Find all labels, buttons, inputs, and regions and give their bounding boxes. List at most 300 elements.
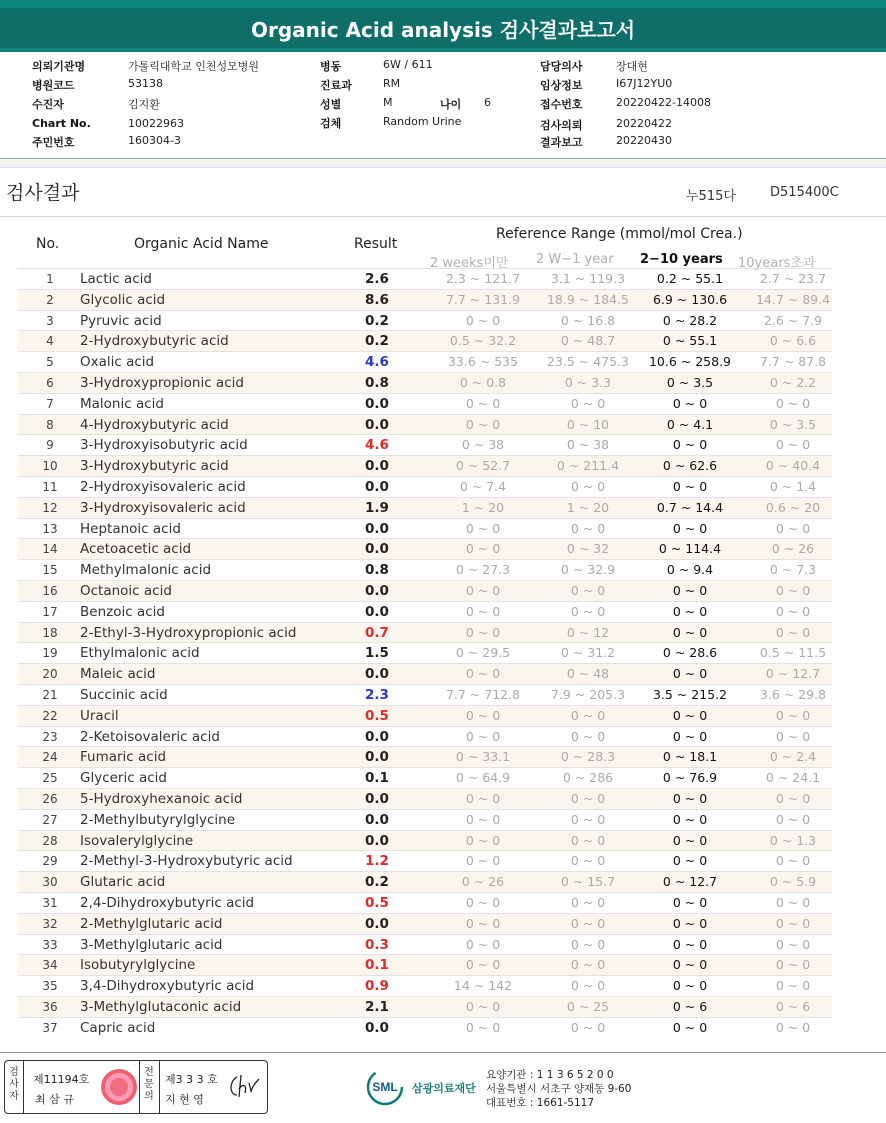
ref-range-10plus: 2.6 ~ 7.9 (763, 312, 823, 328)
table-row (18, 434, 832, 455)
info-label: 접수번호 (540, 98, 583, 111)
result-value: 0.5 (365, 894, 389, 911)
acid-name: 2-Ketoisovaleric acid (80, 728, 220, 745)
ref-range-2w1y: 0 ~ 0 (570, 957, 606, 973)
ref-range-2weeks: 0 ~ 0 (465, 853, 501, 869)
table-row (18, 996, 832, 1017)
row-number: 21 (42, 687, 58, 702)
row-number: 18 (42, 625, 58, 640)
ref-range-2to10: 0 ~ 0 (672, 894, 708, 910)
ref-range-2to10: 0 ~ 0 (672, 478, 708, 494)
ref-range-2w1y: 0 ~ 0 (570, 936, 606, 952)
acid-name: Uracil (80, 707, 119, 724)
ref-range-2to10: 0 ~ 4.1 (666, 416, 714, 432)
result-value: 4.6 (365, 437, 389, 454)
info-label: 주민번호 (32, 136, 75, 149)
report-title: Organic Acid analysis 검사결과보고서 (250, 17, 636, 42)
ref-range-2to10: 0 ~ 0 (672, 832, 708, 848)
ref-range-2w1y: 0 ~ 0 (570, 603, 606, 619)
ref-2w1y-header: 2 W−1 year (536, 252, 614, 267)
ref-range-2to10: 0 ~ 0 (672, 811, 708, 827)
info-label: 결과보고 (540, 136, 583, 149)
ref-range-2to10: 0 ~ 0 (672, 1019, 708, 1035)
ref-range-2to10: 0 ~ 6 (672, 998, 708, 1014)
ref-range-2to10: 0 ~ 0 (672, 666, 708, 682)
row-number: 36 (42, 999, 58, 1014)
table-row (18, 414, 832, 435)
ref-range-2w1y: 0 ~ 38 (566, 437, 610, 453)
ref-range-2w1y: 0 ~ 32 (566, 541, 610, 557)
info-label: Chart No. (32, 117, 91, 130)
ref-range-10plus: 14.7 ~ 89.4 (755, 291, 831, 307)
ref-range-2w1y: 23.5 ~ 475.3 (546, 354, 630, 370)
result-value: 0.3 (365, 936, 389, 953)
row-number: 27 (42, 812, 58, 827)
ref-range-10plus: 0.5 ~ 11.5 (759, 645, 827, 661)
ref-range-10plus: 0 ~ 0 (775, 790, 811, 806)
ref-range-2weeks: 7.7 ~ 131.9 (445, 291, 521, 307)
info-label: 수진자 (32, 98, 64, 111)
acid-name: 2-Ethyl-3-Hydroxypropionic acid (80, 624, 297, 641)
signature-box (4, 1060, 268, 1114)
ref-range-2weeks: 7.7 ~ 712.8 (445, 686, 521, 702)
table-row (18, 913, 832, 934)
ref-range-2to10: 0 ~ 76.9 (662, 770, 718, 786)
ref-range-2weeks: 0 ~ 0 (465, 603, 501, 619)
table-body (18, 268, 832, 1037)
acid-name: 3,4-Dihydroxybutyric acid (80, 978, 255, 995)
result-value: 0.8 (365, 562, 389, 579)
result-value: 0.0 (365, 520, 389, 537)
ref-range-2w1y: 0 ~ 10 (566, 416, 610, 432)
row-number: 24 (42, 750, 58, 765)
ref-range-10plus: 0 ~ 2.4 (769, 749, 817, 765)
age-label: 나이 (440, 98, 462, 111)
ref-range-2w1y: 3.1 ~ 119.3 (550, 271, 626, 286)
row-number: 17 (42, 604, 58, 619)
ref-range-2w1y: 0 ~ 0 (570, 1019, 606, 1035)
acid-name: Maleic acid (80, 666, 156, 683)
phone-line: 대표번호 : 1661-5117 (486, 1097, 595, 1109)
acid-name: Benzoic acid (80, 603, 165, 620)
report-code-1: 누515다 (686, 189, 736, 204)
info-value: 6W / 611 (383, 58, 433, 71)
row-number: 20 (42, 667, 58, 682)
section-divider (0, 158, 886, 168)
table-row (18, 497, 832, 518)
acid-name: 3-Hydroxyisovaleric acid (80, 499, 246, 516)
info-value: 가톨릭대학교 인천성모병원 (128, 60, 260, 73)
ref-range-2w1y: 0 ~ 0 (570, 790, 606, 806)
acid-name: Isovalerylglycine (80, 832, 194, 849)
result-value: 1.2 (365, 853, 389, 870)
result-value: 0.0 (365, 1019, 389, 1036)
ref-range-10plus: 0 ~ 0 (775, 520, 811, 536)
ref-range-2weeks: 0 ~ 0 (465, 936, 501, 952)
ref-range-2to10: 0 ~ 0 (672, 603, 708, 619)
acid-name: Heptanoic acid (80, 520, 181, 537)
ref-range-2weeks: 0 ~ 7.4 (459, 478, 507, 494)
ref-range-10plus: 0 ~ 0 (775, 624, 811, 640)
ref-range-10plus: 0 ~ 2.2 (769, 374, 817, 390)
ref-range-10plus: 0 ~ 24.1 (765, 770, 821, 786)
ref-2to10-header: 2−10 years (640, 252, 723, 267)
doctor-label: 전문의 (144, 1067, 154, 1102)
ref-range-10plus: 0 ~ 0 (775, 603, 811, 619)
tester-label: 검사자 (9, 1067, 19, 1102)
table-row (18, 351, 832, 372)
info-label: 검체 (320, 117, 342, 130)
result-value: 0.0 (365, 811, 389, 828)
ref-range-10plus: 0 ~ 5.9 (769, 874, 817, 890)
ref-range-2w1y: 0 ~ 0 (570, 478, 606, 494)
ref-range-2weeks: 0 ~ 0 (465, 666, 501, 682)
signature-mark (227, 1071, 263, 1101)
row-number: 26 (42, 791, 58, 806)
acid-name: Glyceric acid (80, 770, 167, 787)
ref-range-2weeks: 33.6 ~ 535 (447, 354, 519, 370)
logo-abbr: SML (372, 1080, 398, 1094)
acid-name: Succinic acid (80, 686, 168, 703)
ref-range-2w1y: 0 ~ 48.7 (560, 333, 616, 349)
ref-range-2weeks: 0 ~ 0 (465, 957, 501, 973)
result-value: 0.9 (365, 978, 389, 995)
seal-stamp (101, 1069, 137, 1105)
ref-range-2w1y: 0 ~ 0 (570, 978, 606, 994)
acid-name: Glycolic acid (80, 291, 166, 308)
info-label: 성별 (320, 98, 342, 111)
row-number: 5 (46, 355, 54, 370)
ref-range-10plus: 0 ~ 7.3 (769, 562, 817, 578)
results-heading: 검사결과 (6, 182, 80, 204)
ref-range-2to10: 0 ~ 0 (672, 728, 708, 744)
row-number: 10 (42, 459, 58, 474)
info-label: 병동 (320, 60, 342, 73)
result-value: 8.6 (365, 291, 389, 308)
result-value: 2.1 (365, 998, 389, 1015)
ref-range-2weeks: 0 ~ 0 (465, 520, 501, 536)
ref-range-2to10: 0 ~ 28.6 (662, 645, 718, 661)
ref-range-2to10: 0 ~ 9.4 (666, 562, 714, 578)
ref-range-2weeks: 0 ~ 38 (461, 437, 505, 453)
ref-range-2w1y: 0 ~ 32.9 (560, 562, 616, 578)
row-number: 1 (46, 272, 54, 286)
ref-range-2weeks: 1 ~ 20 (461, 499, 505, 515)
row-number: 16 (42, 583, 58, 598)
result-value: 0.2 (365, 333, 389, 350)
ref-range-2w1y: 0 ~ 211.4 (556, 458, 620, 474)
doctor-license: 제3 3 3 호 (165, 1073, 218, 1086)
tester-license: 제11194호 (33, 1073, 90, 1086)
result-value: 0.0 (365, 790, 389, 807)
result-value: 1.5 (365, 645, 389, 662)
ref-range-10plus: 2.7 ~ 23.7 (759, 271, 827, 286)
acid-name: Pyruvic acid (80, 312, 162, 329)
ref-range-2weeks: 2.3 ~ 121.7 (445, 271, 521, 286)
table-row (18, 954, 832, 975)
ref-range-2to10: 10.6 ~ 258.9 (648, 354, 732, 370)
info-label: 담당의사 (540, 60, 583, 73)
ref-range-2to10: 0 ~ 28.2 (662, 312, 718, 328)
row-number: 7 (46, 396, 54, 411)
table-row (18, 455, 832, 476)
ref-range-2w1y: 0 ~ 48 (566, 666, 610, 682)
ref-range-2weeks: 0 ~ 0 (465, 832, 501, 848)
info-value: 160304-3 (128, 134, 181, 147)
ref-range-10plus: 0 ~ 40.4 (765, 458, 821, 474)
table-row (18, 871, 832, 892)
acid-name: 3-Hydroxyisobutyric acid (80, 437, 248, 454)
ref-10plus-header: 10years초과 (738, 256, 816, 271)
ref-range-2weeks: 0 ~ 0 (465, 582, 501, 598)
ref-range-2w1y: 0 ~ 0 (570, 811, 606, 827)
info-value: 김지환 (128, 98, 160, 111)
result-value: 0.2 (365, 874, 389, 891)
acid-name: Fumaric acid (80, 749, 167, 766)
acid-name: 2-Methylbutyrylglycine (80, 811, 236, 828)
ref-range-2to10: 0 ~ 18.1 (662, 749, 718, 765)
ref-range-2weeks: 0 ~ 64.9 (455, 770, 511, 786)
ref-range-2to10: 0 ~ 114.4 (658, 541, 722, 557)
ref-range-2w1y: 0 ~ 31.2 (560, 645, 616, 661)
ref-range-2to10: 0 ~ 0 (672, 624, 708, 640)
ref-range-10plus: 0 ~ 0 (775, 853, 811, 869)
ref-range-10plus: 0 ~ 0 (775, 1019, 811, 1035)
row-number: 4 (46, 334, 54, 349)
info-value: 10022963 (128, 117, 184, 130)
row-number: 25 (42, 771, 58, 786)
result-value: 0.0 (365, 478, 389, 495)
ref-range-10plus: 0 ~ 3.5 (769, 416, 817, 432)
result-value: 2.3 (365, 686, 389, 703)
row-number: 6 (46, 375, 54, 390)
result-value: 0.0 (365, 458, 389, 475)
result-value: 4.6 (365, 354, 389, 371)
table-row (18, 1017, 832, 1038)
col-result-header: Result (354, 236, 398, 252)
ref-range-2w1y: 0 ~ 15.7 (560, 874, 616, 890)
results-table (18, 221, 832, 1037)
ref-range-2w1y: 0 ~ 0 (570, 582, 606, 598)
acid-name: Lactic acid (80, 271, 152, 287)
ref-range-2to10: 0 ~ 12.7 (662, 874, 718, 890)
ref-range-2w1y: 0 ~ 0 (570, 520, 606, 536)
ref-range-2to10: 0 ~ 0 (672, 707, 708, 723)
table-row (18, 538, 832, 559)
table-row (18, 289, 832, 310)
ref-range-2weeks: 0 ~ 0 (465, 894, 501, 910)
ref-range-2to10: 0 ~ 62.6 (662, 458, 718, 474)
divider (159, 1061, 160, 1113)
result-value: 0.1 (365, 957, 389, 974)
ref-range-2w1y: 0 ~ 12 (566, 624, 610, 640)
ref-range-2w1y: 0 ~ 0 (570, 728, 606, 744)
acid-name: Ethylmalonic acid (80, 645, 200, 662)
ref-range-2to10: 0 ~ 0 (672, 957, 708, 973)
ref-range-10plus: 0 ~ 12.7 (765, 666, 821, 682)
age-value: 6 (484, 96, 491, 109)
table-row (18, 809, 832, 830)
row-number: 19 (42, 646, 58, 661)
ref-range-2w1y: 0 ~ 3.3 (564, 374, 612, 390)
row-number: 12 (42, 500, 58, 515)
info-value: Random Urine (383, 115, 462, 128)
ref-range-2to10: 0 ~ 0 (672, 395, 708, 411)
ref-range-2w1y: 1 ~ 20 (566, 499, 610, 515)
ref-range-10plus: 0 ~ 6 (775, 998, 811, 1014)
acid-name: 3-Hydroxybutyric acid (80, 458, 229, 475)
acid-name: Glutaric acid (80, 874, 166, 891)
ref-range-2w1y: 0 ~ 28.3 (560, 749, 616, 765)
acid-name: Isobutyrylglycine (80, 957, 196, 974)
row-number: 8 (46, 417, 54, 432)
ref-range-10plus: 7.7 ~ 87.8 (759, 354, 827, 370)
ref-range-2to10: 0 ~ 0 (672, 915, 708, 931)
ref-range-10plus: 0 ~ 0 (775, 437, 811, 453)
col-name-header: Organic Acid Name (134, 236, 269, 252)
ref-range-2weeks: 14 ~ 142 (453, 978, 513, 994)
table-row (18, 518, 832, 539)
table-row (18, 850, 832, 871)
acid-name: Methylmalonic acid (80, 562, 212, 579)
acid-name: 3-Methylglutaconic acid (80, 998, 242, 1015)
result-value: 0.0 (365, 728, 389, 745)
ref-range-2weeks: 0 ~ 26 (461, 874, 505, 890)
result-value: 0.2 (365, 312, 389, 329)
ref-range-10plus: 0 ~ 0 (775, 978, 811, 994)
table-row (18, 975, 832, 996)
ref-range-2w1y: 7.9 ~ 205.3 (550, 686, 626, 702)
ref-range-10plus: 0 ~ 0 (775, 936, 811, 952)
info-value: I67J12YU0 (616, 77, 673, 90)
acid-name: 3-Hydroxypropionic acid (80, 374, 244, 391)
institution-address (486, 1068, 631, 1110)
acid-name: 2,4-Dihydroxybutyric acid (80, 894, 255, 911)
row-number: 30 (42, 875, 58, 890)
tester-name: 최 삼 규 (35, 1093, 74, 1106)
sml-logo-icon (366, 1068, 404, 1106)
row-number: 2 (46, 292, 54, 307)
row-number: 11 (42, 479, 58, 494)
ref-range-10plus: 0 ~ 0 (775, 395, 811, 411)
divider (139, 1061, 140, 1113)
row-number: 15 (42, 563, 58, 578)
ref-range-2weeks: 0 ~ 29.5 (455, 645, 511, 661)
ref-range-10plus: 0.6 ~ 20 (765, 499, 821, 515)
row-number: 13 (42, 521, 58, 536)
table-row (18, 393, 832, 414)
ref-range-2weeks: 0 ~ 0 (465, 395, 501, 411)
acid-name: 2-Hydroxybutyric acid (80, 333, 229, 350)
ref-range-10plus: 0 ~ 0 (775, 728, 811, 744)
table-row (18, 892, 832, 913)
table-row (18, 330, 832, 351)
table-row (18, 767, 832, 788)
info-value: 장대현 (616, 60, 648, 73)
result-value: 0.0 (365, 541, 389, 558)
ref-range-10plus: 3.6 ~ 29.8 (759, 686, 827, 702)
info-label: 임상정보 (540, 79, 583, 92)
doctor-name: 지 현 영 (165, 1093, 204, 1106)
table-row (18, 476, 832, 497)
ref-range-2w1y: 0 ~ 0 (570, 894, 606, 910)
table-row (18, 746, 832, 767)
ref-range-2w1y: 0 ~ 0 (570, 707, 606, 723)
info-value: 20220422 (616, 117, 672, 130)
table-row (18, 934, 832, 955)
row-number: 32 (42, 916, 58, 931)
info-value: 53138 (128, 77, 163, 90)
table-row (18, 705, 832, 726)
row-number: 31 (42, 895, 58, 910)
ref-range-2weeks: 0 ~ 0 (465, 915, 501, 931)
footer-divider (0, 1052, 886, 1053)
acid-name: Capric acid (80, 1019, 156, 1036)
result-value: 0.0 (365, 582, 389, 599)
acid-name: 5-Hydroxyhexanoic acid (80, 790, 243, 807)
row-number: 29 (42, 854, 58, 869)
ref-range-2weeks: 0 ~ 0.8 (459, 374, 507, 390)
result-value: 0.0 (365, 666, 389, 683)
ref-range-2weeks: 0 ~ 0 (465, 541, 501, 557)
info-label: 의뢰기관명 (32, 60, 86, 73)
info-label: 병원코드 (32, 79, 75, 92)
row-number: 9 (46, 438, 54, 453)
ref-range-2w1y: 18.9 ~ 184.5 (546, 291, 630, 307)
ref-range-2to10: 0 ~ 3.5 (666, 374, 714, 390)
result-value: 0.0 (365, 832, 389, 849)
table-row (18, 310, 832, 331)
ref-2weeks-header: 2 weeks미만 (430, 256, 509, 271)
ref-range-2weeks: 0 ~ 0 (465, 312, 501, 328)
row-number: 33 (42, 937, 58, 952)
info-value: 20220430 (616, 134, 672, 147)
report-title-bar (0, 8, 886, 48)
ref-range-2to10: 0 ~ 0 (672, 790, 708, 806)
ref-range-2weeks: 0 ~ 0 (465, 728, 501, 744)
patient-info (0, 58, 886, 158)
ref-range-2to10: 6.9 ~ 130.6 (652, 291, 728, 307)
ref-range-10plus: 0 ~ 0 (775, 811, 811, 827)
result-value: 0.0 (365, 915, 389, 932)
ref-range-2w1y: 0 ~ 0 (570, 395, 606, 411)
ref-range-2w1y: 0 ~ 0 (570, 915, 606, 931)
ref-range-10plus: 0 ~ 0 (775, 957, 811, 973)
table-row (18, 559, 832, 580)
institution-code: 요양기관 : 1 1 3 6 5 2 0 0 (486, 1069, 614, 1081)
ref-range-2to10: 0 ~ 55.1 (662, 333, 718, 349)
acid-name: 2-Methyl-3-Hydroxybutyric acid (80, 853, 293, 870)
col-ref-header: Reference Range (mmol/mol Crea.) (496, 226, 743, 242)
ref-range-2to10: 0 ~ 0 (672, 853, 708, 869)
ref-range-2to10: 0 ~ 0 (672, 582, 708, 598)
table-row (18, 268, 832, 289)
info-label: 진료과 (320, 79, 352, 92)
acid-name: Acetoacetic acid (80, 541, 192, 558)
ref-range-10plus: 0 ~ 26 (771, 541, 815, 557)
ref-range-2to10: 3.5 ~ 215.2 (652, 686, 728, 702)
table-row (18, 372, 832, 393)
result-value: 0.0 (365, 749, 389, 766)
ref-range-10plus: 0 ~ 1.3 (769, 832, 817, 848)
row-number: 23 (42, 729, 58, 744)
row-number: 37 (42, 1020, 58, 1035)
ref-range-2weeks: 0 ~ 0 (465, 811, 501, 827)
ref-range-10plus: 0 ~ 0 (775, 582, 811, 598)
acid-name: Malonic acid (80, 395, 164, 412)
table-row (18, 622, 832, 643)
ref-range-2to10: 0 ~ 0 (672, 978, 708, 994)
